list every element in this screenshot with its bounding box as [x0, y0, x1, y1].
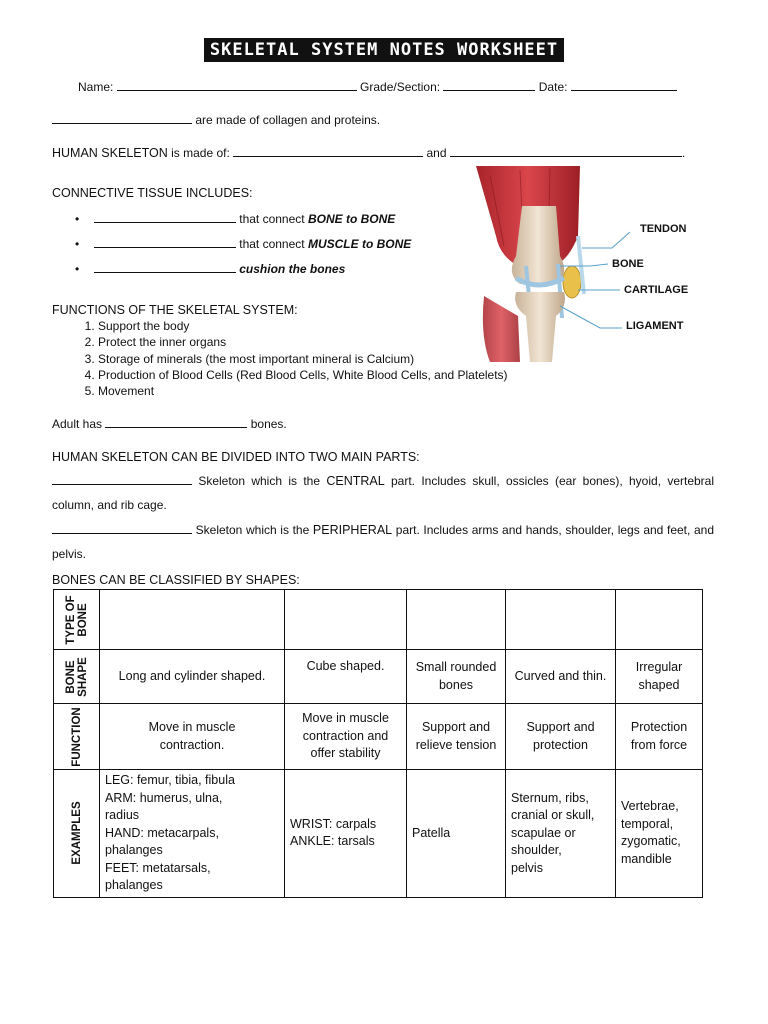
example-line: zygomatic, — [621, 834, 681, 849]
shape-cell: Curved and thin. — [506, 650, 616, 704]
function-item: 5. Movement — [98, 383, 508, 399]
appendicular-paragraph — [52, 518, 714, 566]
example-line: Sternum, ribs, — [511, 790, 589, 805]
row-header-shape-text: BONE SHAPE — [64, 656, 89, 697]
axial-blank[interactable] — [52, 474, 192, 485]
type-cell-blank[interactable] — [407, 590, 506, 650]
table-heading: BONES CAN BE CLASSIFIED BY SHAPES: — [52, 573, 300, 587]
adult-blank[interactable] — [105, 417, 247, 428]
appendicular-pre: Skeleton which is the — [195, 523, 310, 537]
connective-em: MUSCLE to BONE — [307, 237, 412, 251]
row-header-function — [54, 704, 100, 770]
example-line: HAND: metacarpals, — [105, 825, 219, 840]
connective-blank[interactable] — [94, 212, 236, 223]
connective-em: BONE to BONE — [307, 212, 396, 226]
examples-cell — [100, 770, 285, 898]
example-line: cranial or skull, — [511, 808, 595, 822]
name-blank[interactable] — [117, 80, 357, 91]
row-header-type-text: TYPE OF BONE — [64, 594, 89, 645]
shape-cell: Long and cylinder shaped. — [100, 650, 285, 704]
cartilage-label: CARTILAGE — [624, 284, 689, 296]
example-line: pelvis — [511, 860, 543, 875]
date-blank[interactable] — [571, 80, 677, 91]
shape-cell: Cube shaped. — [285, 650, 407, 704]
connective-blank[interactable] — [94, 237, 236, 248]
tendon-label: TENDON — [640, 223, 687, 235]
collagen-line — [52, 113, 380, 127]
skeleton-made-line — [52, 146, 685, 160]
function-cell: Move in muscle contraction. — [100, 704, 285, 770]
table-row — [54, 590, 703, 650]
skeleton-blank-2[interactable] — [450, 146, 682, 157]
example-line: radius — [105, 808, 140, 822]
shape-cell: Small rounded bones — [407, 650, 506, 704]
example-line: Vertebrae, — [621, 799, 679, 814]
adult-pre: Adult has — [52, 417, 103, 431]
example-line: FEET: metatarsals, — [105, 860, 211, 875]
appendicular-post: part. Includes arms and hands, shoulder, legs and feet, and pelvis. — [52, 523, 714, 561]
skeleton-and: and — [426, 146, 447, 160]
adult-post: bones. — [250, 417, 287, 431]
connective-heading: CONNECTIVE TISSUE INCLUDES: — [52, 186, 253, 200]
axial-pre: Skeleton which is the — [198, 474, 320, 488]
type-cell-blank[interactable] — [616, 590, 703, 650]
bullet-dot: • — [75, 212, 80, 226]
example-line: mandible — [621, 851, 672, 866]
type-cell-blank[interactable] — [285, 590, 407, 650]
appendicular-key: PERIPHERAL — [312, 523, 393, 537]
axial-post: part. Includes skull, ossicles (ear bones), hyoid, vertebral column, and rib cage. — [52, 474, 715, 512]
table-row — [54, 704, 703, 770]
grade-label: Grade/Section: — [360, 80, 441, 94]
parts-heading: HUMAN SKELETON CAN BE DIVIDED INTO TWO MAIN PARTS: — [52, 450, 420, 464]
example-line: phalanges — [105, 878, 163, 892]
bullet-dot: • — [75, 262, 80, 276]
connective-item — [75, 212, 395, 226]
worksheet-title: SKELETAL SYSTEM NOTES WORKSHEET — [204, 38, 564, 62]
example-line: ARM: humerus, ulna, — [105, 790, 223, 805]
row-header-examples — [54, 770, 100, 898]
connective-pre: that connect — [239, 237, 305, 251]
example-line: phalanges — [105, 843, 163, 857]
row-header-function-text: FUNCTION — [70, 706, 83, 767]
bone-label: BONE — [612, 258, 644, 270]
functions-heading: FUNCTIONS OF THE SKELETAL SYSTEM: — [52, 303, 298, 317]
function-cell: Support and relieve tension — [407, 704, 506, 770]
examples-cell — [285, 770, 407, 898]
connective-item — [75, 262, 345, 276]
examples-cell — [407, 770, 506, 898]
adult-bones-line — [52, 417, 287, 431]
row-header-type — [54, 590, 100, 650]
function-cell: Protection from force — [616, 704, 703, 770]
appendicular-blank[interactable] — [52, 523, 192, 534]
functions-list — [52, 318, 508, 399]
skeleton-end: . — [681, 146, 686, 160]
function-item: 4. Production of Blood Cells (Red Blood Cells, White Blood Cells, and Platelets) — [98, 367, 508, 383]
function-item: 3. Storage of minerals (the most important mineral is Calcium) — [98, 351, 508, 367]
row-header-examples-text: EXAMPLES — [70, 801, 83, 865]
connective-blank[interactable] — [94, 262, 236, 273]
table-row — [54, 650, 703, 704]
table-row — [54, 770, 703, 898]
worksheet-title-wrap — [0, 38, 768, 62]
example-line: temporal, — [621, 816, 674, 831]
name-label: Name: — [78, 80, 114, 94]
header-line — [78, 80, 677, 94]
connective-item — [75, 237, 411, 251]
bullet-dot: • — [75, 237, 80, 251]
example-line: Patella — [412, 825, 451, 840]
function-item: 2. Protect the inner organs — [98, 334, 508, 350]
function-cell: Support and protection — [506, 704, 616, 770]
bone-shapes-table — [53, 589, 703, 898]
grade-blank[interactable] — [443, 80, 535, 91]
date-label: Date: — [538, 80, 568, 94]
examples-cell — [616, 770, 703, 898]
skeleton-blank-1[interactable] — [233, 146, 423, 157]
connective-pre: that connect — [239, 212, 305, 226]
skeleton-lead: HUMAN SKELETON — [52, 146, 168, 160]
shape-cell: Irregular shaped — [616, 650, 703, 704]
axial-paragraph — [52, 469, 714, 517]
ligament-label: LIGAMENT — [626, 320, 684, 332]
example-line: WRIST: carpals — [290, 816, 377, 831]
function-cell: Move in muscle contraction and offer stability — [285, 704, 407, 770]
type-cell-blank[interactable] — [506, 590, 616, 650]
connective-em: cushion the bones — [239, 262, 346, 276]
function-item: 1. Support the body — [98, 318, 508, 334]
type-cell-blank[interactable] — [100, 590, 285, 650]
example-line: LEG: femur, tibia, fibula — [105, 773, 235, 787]
collagen-text: are made of collagen and proteins. — [195, 113, 381, 127]
collagen-blank[interactable] — [52, 113, 192, 124]
examples-cell — [506, 770, 616, 898]
row-header-shape — [54, 650, 100, 704]
example-line: shoulder, — [511, 843, 562, 857]
axial-key: CENTRAL — [326, 474, 385, 488]
skeleton-made-text: is made of: — [171, 146, 230, 160]
example-line: ANKLE: tarsals — [290, 834, 375, 849]
example-line: scapulae or — [511, 825, 576, 840]
